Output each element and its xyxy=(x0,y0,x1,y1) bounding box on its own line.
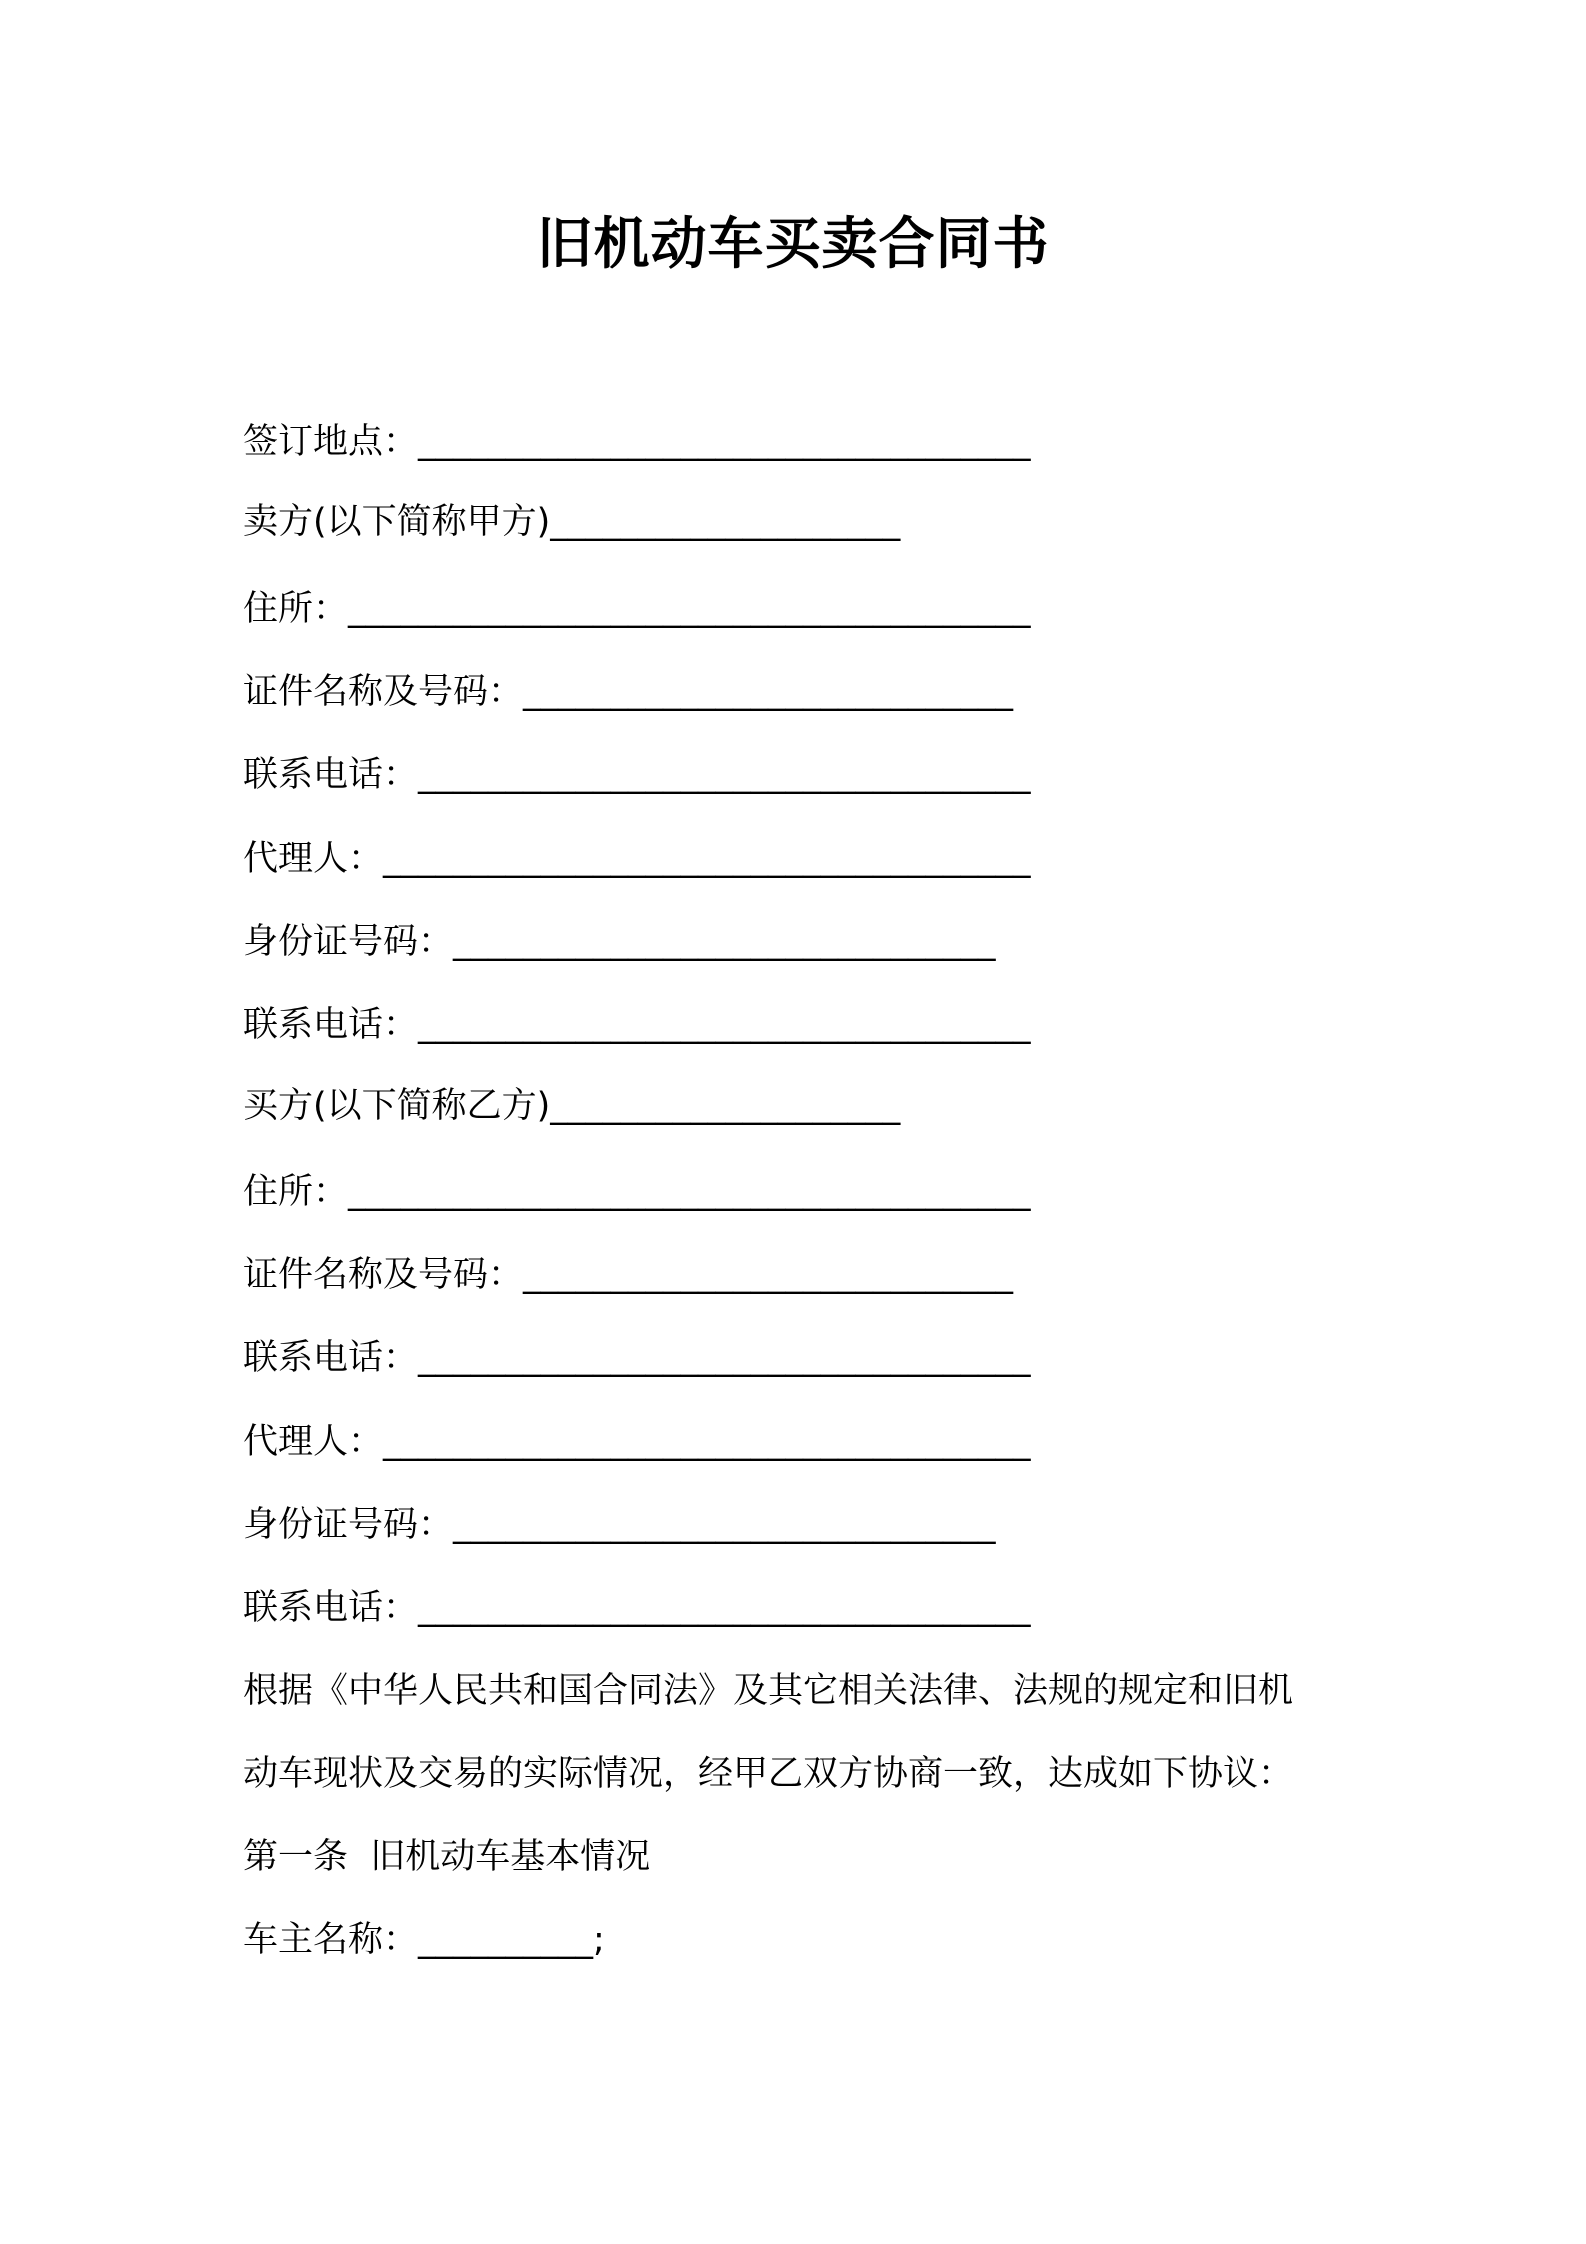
page-title: 旧机动车买卖合同书 xyxy=(536,212,1050,277)
field-buyer-agent-idcard: 身份证号码：_______________________________ xyxy=(243,1505,996,1545)
field-buyer-phone: 联系电话：___________________________________ xyxy=(243,1338,1031,1378)
field-owner-name: 车主名称：__________; xyxy=(243,1920,605,1960)
field-buyer-id: 证件名称及号码：____________________________ xyxy=(243,1255,1014,1295)
field-buyer-agent: 代理人：_____________________________________ xyxy=(243,1422,1031,1462)
field-seller-agent-idcard: 身份证号码：_______________________________ xyxy=(243,922,996,962)
preamble-line-1: 根据《中华人民共和国合同法》及其它相关法律、法规的规定和旧机 xyxy=(243,1671,1294,1711)
article-1-heading: 第一条 旧机动车基本情况 xyxy=(243,1837,651,1877)
field-seller-agent-phone: 联系电话：___________________________________ xyxy=(243,1005,1031,1045)
field-seller: 卖方(以下简称甲方)____________________ xyxy=(243,502,901,542)
field-seller-phone: 联系电话：___________________________________ xyxy=(243,755,1031,795)
field-seller-id: 证件名称及号码：____________________________ xyxy=(243,672,1014,712)
field-buyer: 买方(以下简称乙方)____________________ xyxy=(243,1086,901,1126)
field-buyer-address: 住所：_______________________________________ xyxy=(243,1172,1031,1212)
field-seller-agent: 代理人：_____________________________________ xyxy=(243,839,1031,879)
preamble-line-2: 动车现状及交易的实际情况，经甲乙双方协商一致，达成如下协议： xyxy=(243,1754,1294,1794)
field-buyer-agent-phone: 联系电话：___________________________________ xyxy=(243,1588,1031,1628)
field-seller-address: 住所：_______________________________________ xyxy=(243,589,1031,629)
field-signing-place: 签订地点：___________________________________ xyxy=(243,422,1031,462)
